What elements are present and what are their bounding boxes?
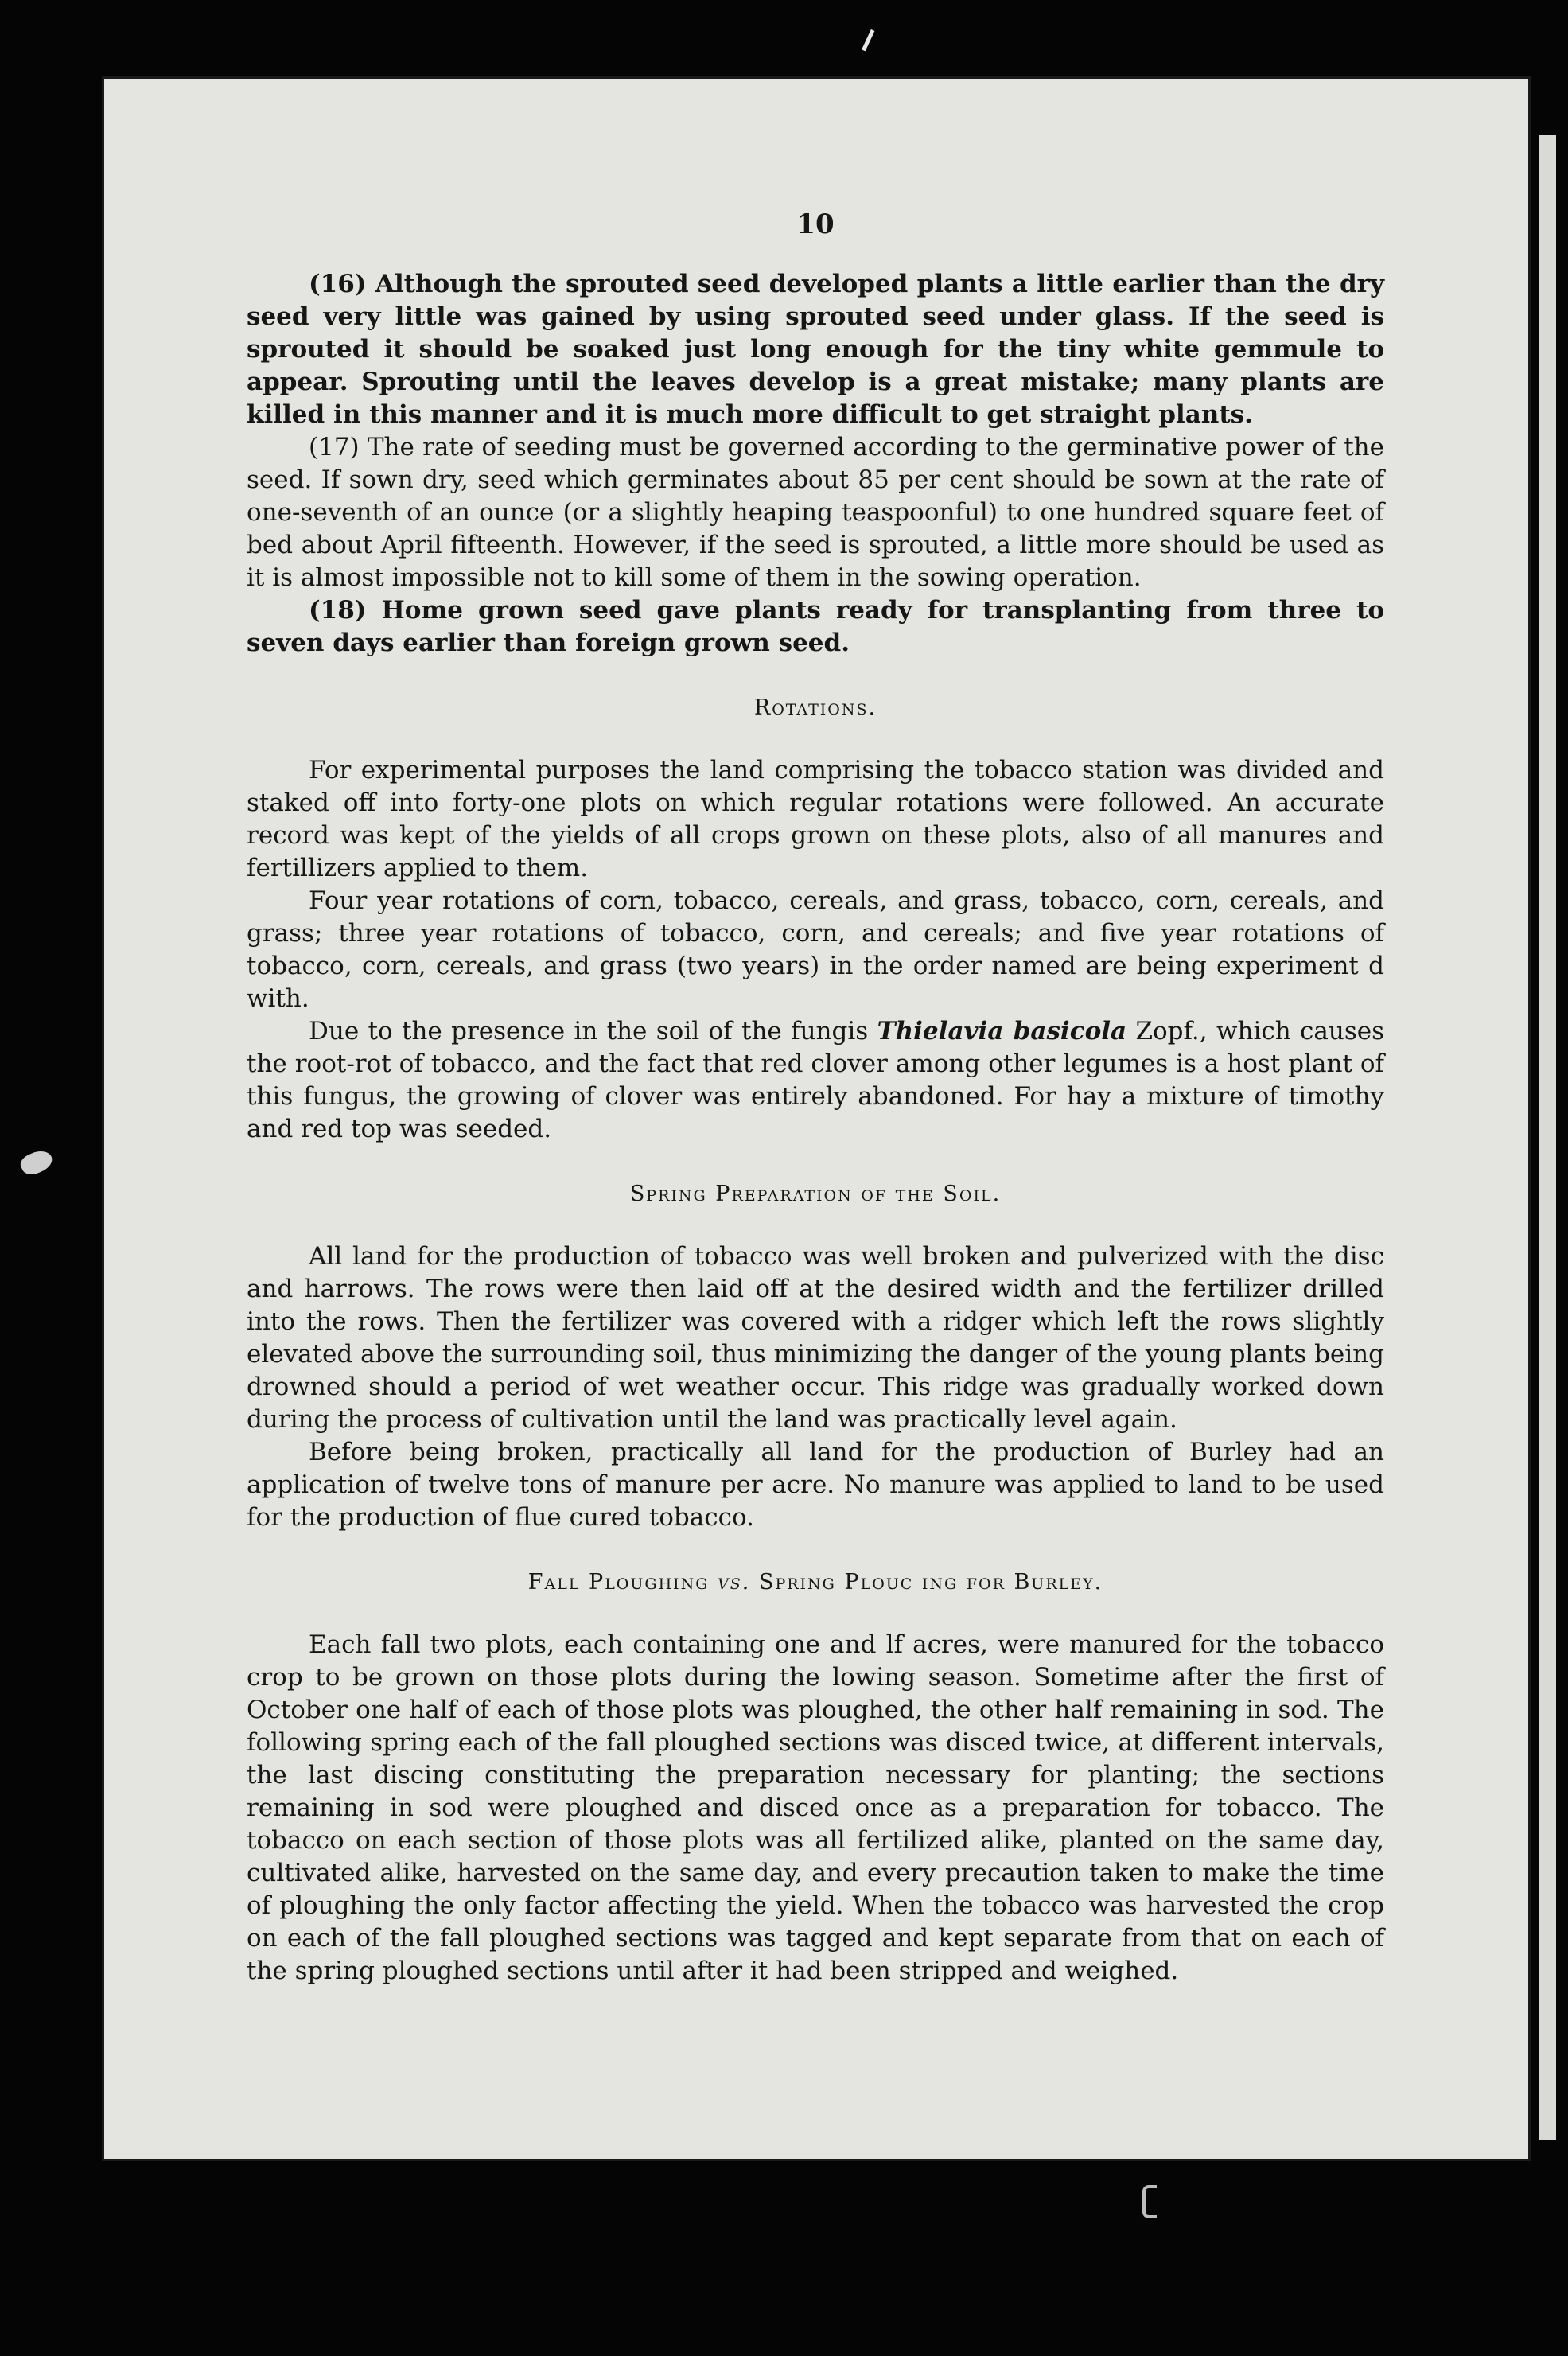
section-heading-fall-ploughing bbox=[247, 1566, 1384, 1599]
heading-run: Spring Plouc ing for Burley. bbox=[750, 1570, 1103, 1595]
adjacent-page-edge bbox=[1539, 135, 1556, 2140]
heading-run: Fall Ploughing bbox=[527, 1570, 718, 1595]
text-run: Zopf., which causes the root-rot of tobacco, and the fact that red clover among other legumes is a host plant of this fungus, the growing of clover was entirely abandoned. For hay a mixture of timothy and red top was seeded. bbox=[247, 1017, 1385, 1143]
species-name: Thielavia basicola bbox=[877, 1017, 1127, 1046]
page-content bbox=[247, 208, 1384, 1988]
spring-preparation-paragraph: All land for the production of tobacco was well broken and pulverized with the disc and harrows. The rows were then laid off at the desired width and the fertilizer drilled into the rows. Then the fertilizer was covered with a ridger which left the rows slightly elevated above the surrounding soil, thus minimizing the danger of the young plants being drowned should a period of wet weather occur. This ridge was gradually worked down during the process of cultivation until the land was practically level again. bbox=[247, 1242, 1384, 1434]
scan-artifact-mark bbox=[1142, 2185, 1157, 2218]
spring-preparation-paragraph: Before being broken, practically all land for the production of Burley had an application of twelve tons of manure per acre. No manure was applied to land to be used for the production of flue cured tobacco. bbox=[247, 1438, 1384, 1532]
rotations-paragraph: Four year rotations of corn, tobacco, cereals, and grass, tobacco, corn, cereals, and grass; three year rotations of tobacco, corn, and cereals; and five year rotations of tobacco, corn, cereals, and grass (two years) in the order named are being experiment d with. bbox=[247, 886, 1384, 1013]
text-run: Due to the presence in the soil of the fungis bbox=[309, 1017, 877, 1046]
section-heading-rotations: Rotations. bbox=[753, 695, 877, 720]
page-number: 10 bbox=[796, 208, 835, 240]
rotations-paragraph-fungus bbox=[247, 1015, 1384, 1146]
paragraph-16: (16) Although the sprouted seed developed plants a little earlier than the dry seed very little was gained by using sprouted seed under glass. If the seed is sprouted it should be soaked just long enough for the tiny white gemmule to appear. Sprouting until the leaves develop is a great mistake; many plants are killed in this manner and it is much more difficult to get straight plants. bbox=[247, 270, 1384, 429]
scan-artifact-mark bbox=[862, 29, 886, 56]
paragraph-17: (17) The rate of seeding must be governed according to the germinative power of the seed. If sown dry, seed which germinates about 85 per cent should be sown at the rate of one-seventh of an ounce (or a slightly heaping teaspoonful) to one hundred square feet of bed about April fifteenth. However, if the seed is sprouted, a little more should be used as it is almost impossible not to kill some of them in the sowing operation. bbox=[247, 433, 1384, 592]
paragraph-18: (18) Home grown seed gave plants ready for transplanting from three to seven days earlier than foreign grown seed. bbox=[247, 596, 1384, 657]
section-heading-spring-preparation: Spring Preparation of the Soil. bbox=[629, 1182, 1002, 1206]
rotations-paragraph: For experimental purposes the land comprising the tobacco station was divided and staked off into forty-one plots on which regular rotations were followed. An accurate record was kept of the yields of all crops grown on these plots, also of all manures and fertillizers applied to them. bbox=[247, 756, 1384, 882]
scan-artifact-smudge bbox=[18, 1147, 55, 1178]
fall-ploughing-paragraph: Each fall two plots, each containing one and lf acres, were manured for the tobacco crop to be grown on those plots during the lowing season. Sometime after the first of October one half of each of those plots was ploughed, the other half remaining in sod. The following spring each of the fall ploughed sections was disced twice, at different intervals, the last discing constituting the preparation necessary for planting; the sections remaining in sod were ploughed and disced once as a preparation for tobacco. The tobacco on each section of those plots was all fertilized alike, planted on the same day, cultivated alike, harvested on the same day, and every precaution taken to make the time of ploughing the only factor affecting the yield. When the tobacco was harvested the crop on each of the fall ploughed sections was tagged and kept separate from that on each of the spring ploughed sections until after it had been stripped and weighed. bbox=[247, 1630, 1384, 1985]
heading-italic: vs. bbox=[718, 1570, 751, 1595]
